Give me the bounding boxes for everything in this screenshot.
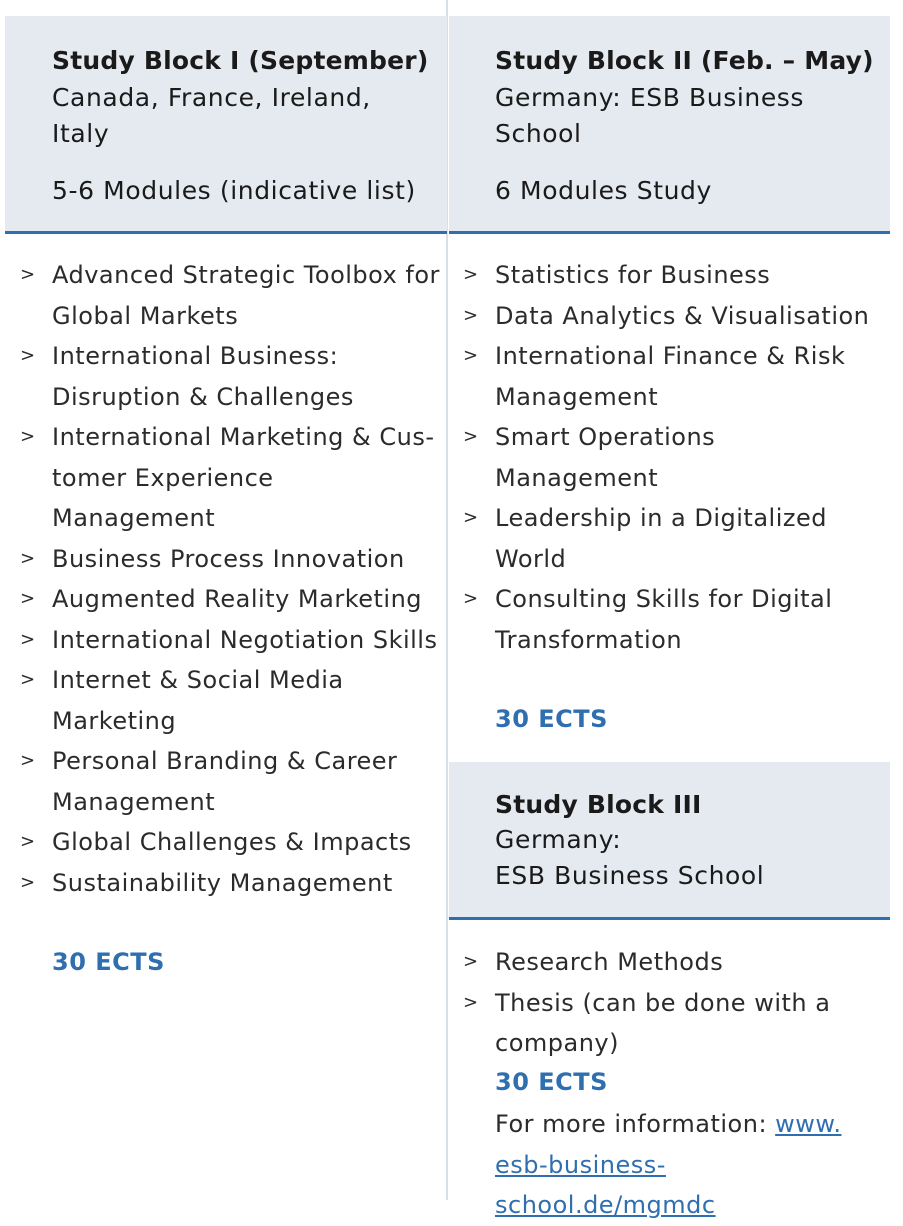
chevron-right-icon: > [463,304,479,326]
list-item: > Sustainability Management [52,863,442,904]
list-item: > Personal Branding & Career Management [52,741,442,822]
list-item: > Thesis (can be done with a company) [495,983,880,1064]
chevron-right-icon: > [463,951,479,972]
list-item: > Augmented Reality Marketing [52,579,442,620]
study-block-3-location-line-2: ESB Business School [495,861,765,890]
chevron-right-icon: > [20,831,36,852]
list-item: > Internet & Social Media Marketing [52,660,442,741]
chevron-right-icon: > [20,588,36,609]
list-item: > International Finance & Risk Management [495,336,880,417]
list-item: > International Business: Disruption & Challenges [52,336,442,417]
study-block-1-title: Study Block I (September) [52,46,429,75]
list-item: > Leadership in a Digitalized World [495,498,880,579]
more-info-label: For more information: [495,1110,776,1138]
chevron-right-icon: > [20,628,36,650]
list-item: > Statistics for Business [495,255,880,296]
study-block-2-header [449,16,890,234]
more-info-link[interactable]: www. esb-business-school.de/mgmdc [495,1110,842,1219]
study-block-2-location-line-2: School [495,119,582,148]
more-info-text [495,1104,885,1226]
study-block-2-module-list [463,255,880,660]
chevron-right-icon: > [463,345,479,366]
study-block-1-modules-label: 5-6 Modules (indicative list) [52,176,416,205]
list-item: > Business Process Innovation [52,539,442,580]
study-block-2-ects: 30 ECTS [495,705,608,733]
chevron-right-icon: > [463,507,479,528]
study-block-3-title: Study Block III [495,790,702,819]
study-block-2-modules-label: 6 Modules Study [495,176,712,205]
list-item: > International Marketing & Customer Experience Management [52,417,442,539]
list-item: > Research Methods [495,942,880,983]
chevron-right-icon: > [20,426,36,447]
list-item: > Data Analytics & Visualisation [495,296,880,337]
study-block-1-ects: 30 ECTS [52,948,165,976]
list-item: > Smart Operations Management [495,417,880,498]
study-block-1-header [5,16,447,234]
study-block-3-module-list [463,942,880,1064]
chevron-right-icon: > [463,588,479,609]
chevron-right-icon: > [20,547,36,569]
chevron-right-icon: > [463,264,479,285]
study-block-1-column [0,0,447,1200]
chevron-right-icon: > [20,750,36,771]
study-block-2-title: Study Block II (Feb. – May) [495,46,874,75]
study-block-3-ects: 30 ECTS [495,1068,608,1096]
study-block-2-3-column [449,0,890,1219]
study-block-1-countries-line-1: Canada, France, Ireland, [52,83,371,112]
chevron-right-icon: > [20,871,36,893]
list-item: > Advanced Strategic Toolbox for Global Markets [52,255,442,336]
study-block-2-location-line-1: Germany: ESB Business [495,83,805,112]
chevron-right-icon: > [463,991,479,1013]
chevron-right-icon: > [463,426,479,447]
chevron-right-icon: > [20,669,36,690]
study-block-3-location-line-1: Germany: [495,825,622,854]
chevron-right-icon: > [20,345,36,366]
study-block-3-header [449,762,890,920]
list-item: > International Negotiation Skills [52,620,442,661]
study-block-1-module-list [20,255,442,903]
chevron-right-icon: > [20,264,36,285]
list-item: > Consulting Skills for Digital Transformation [495,579,880,660]
list-item: > Global Challenges & Impacts [52,822,442,863]
study-block-1-countries-line-2: Italy [52,119,110,148]
